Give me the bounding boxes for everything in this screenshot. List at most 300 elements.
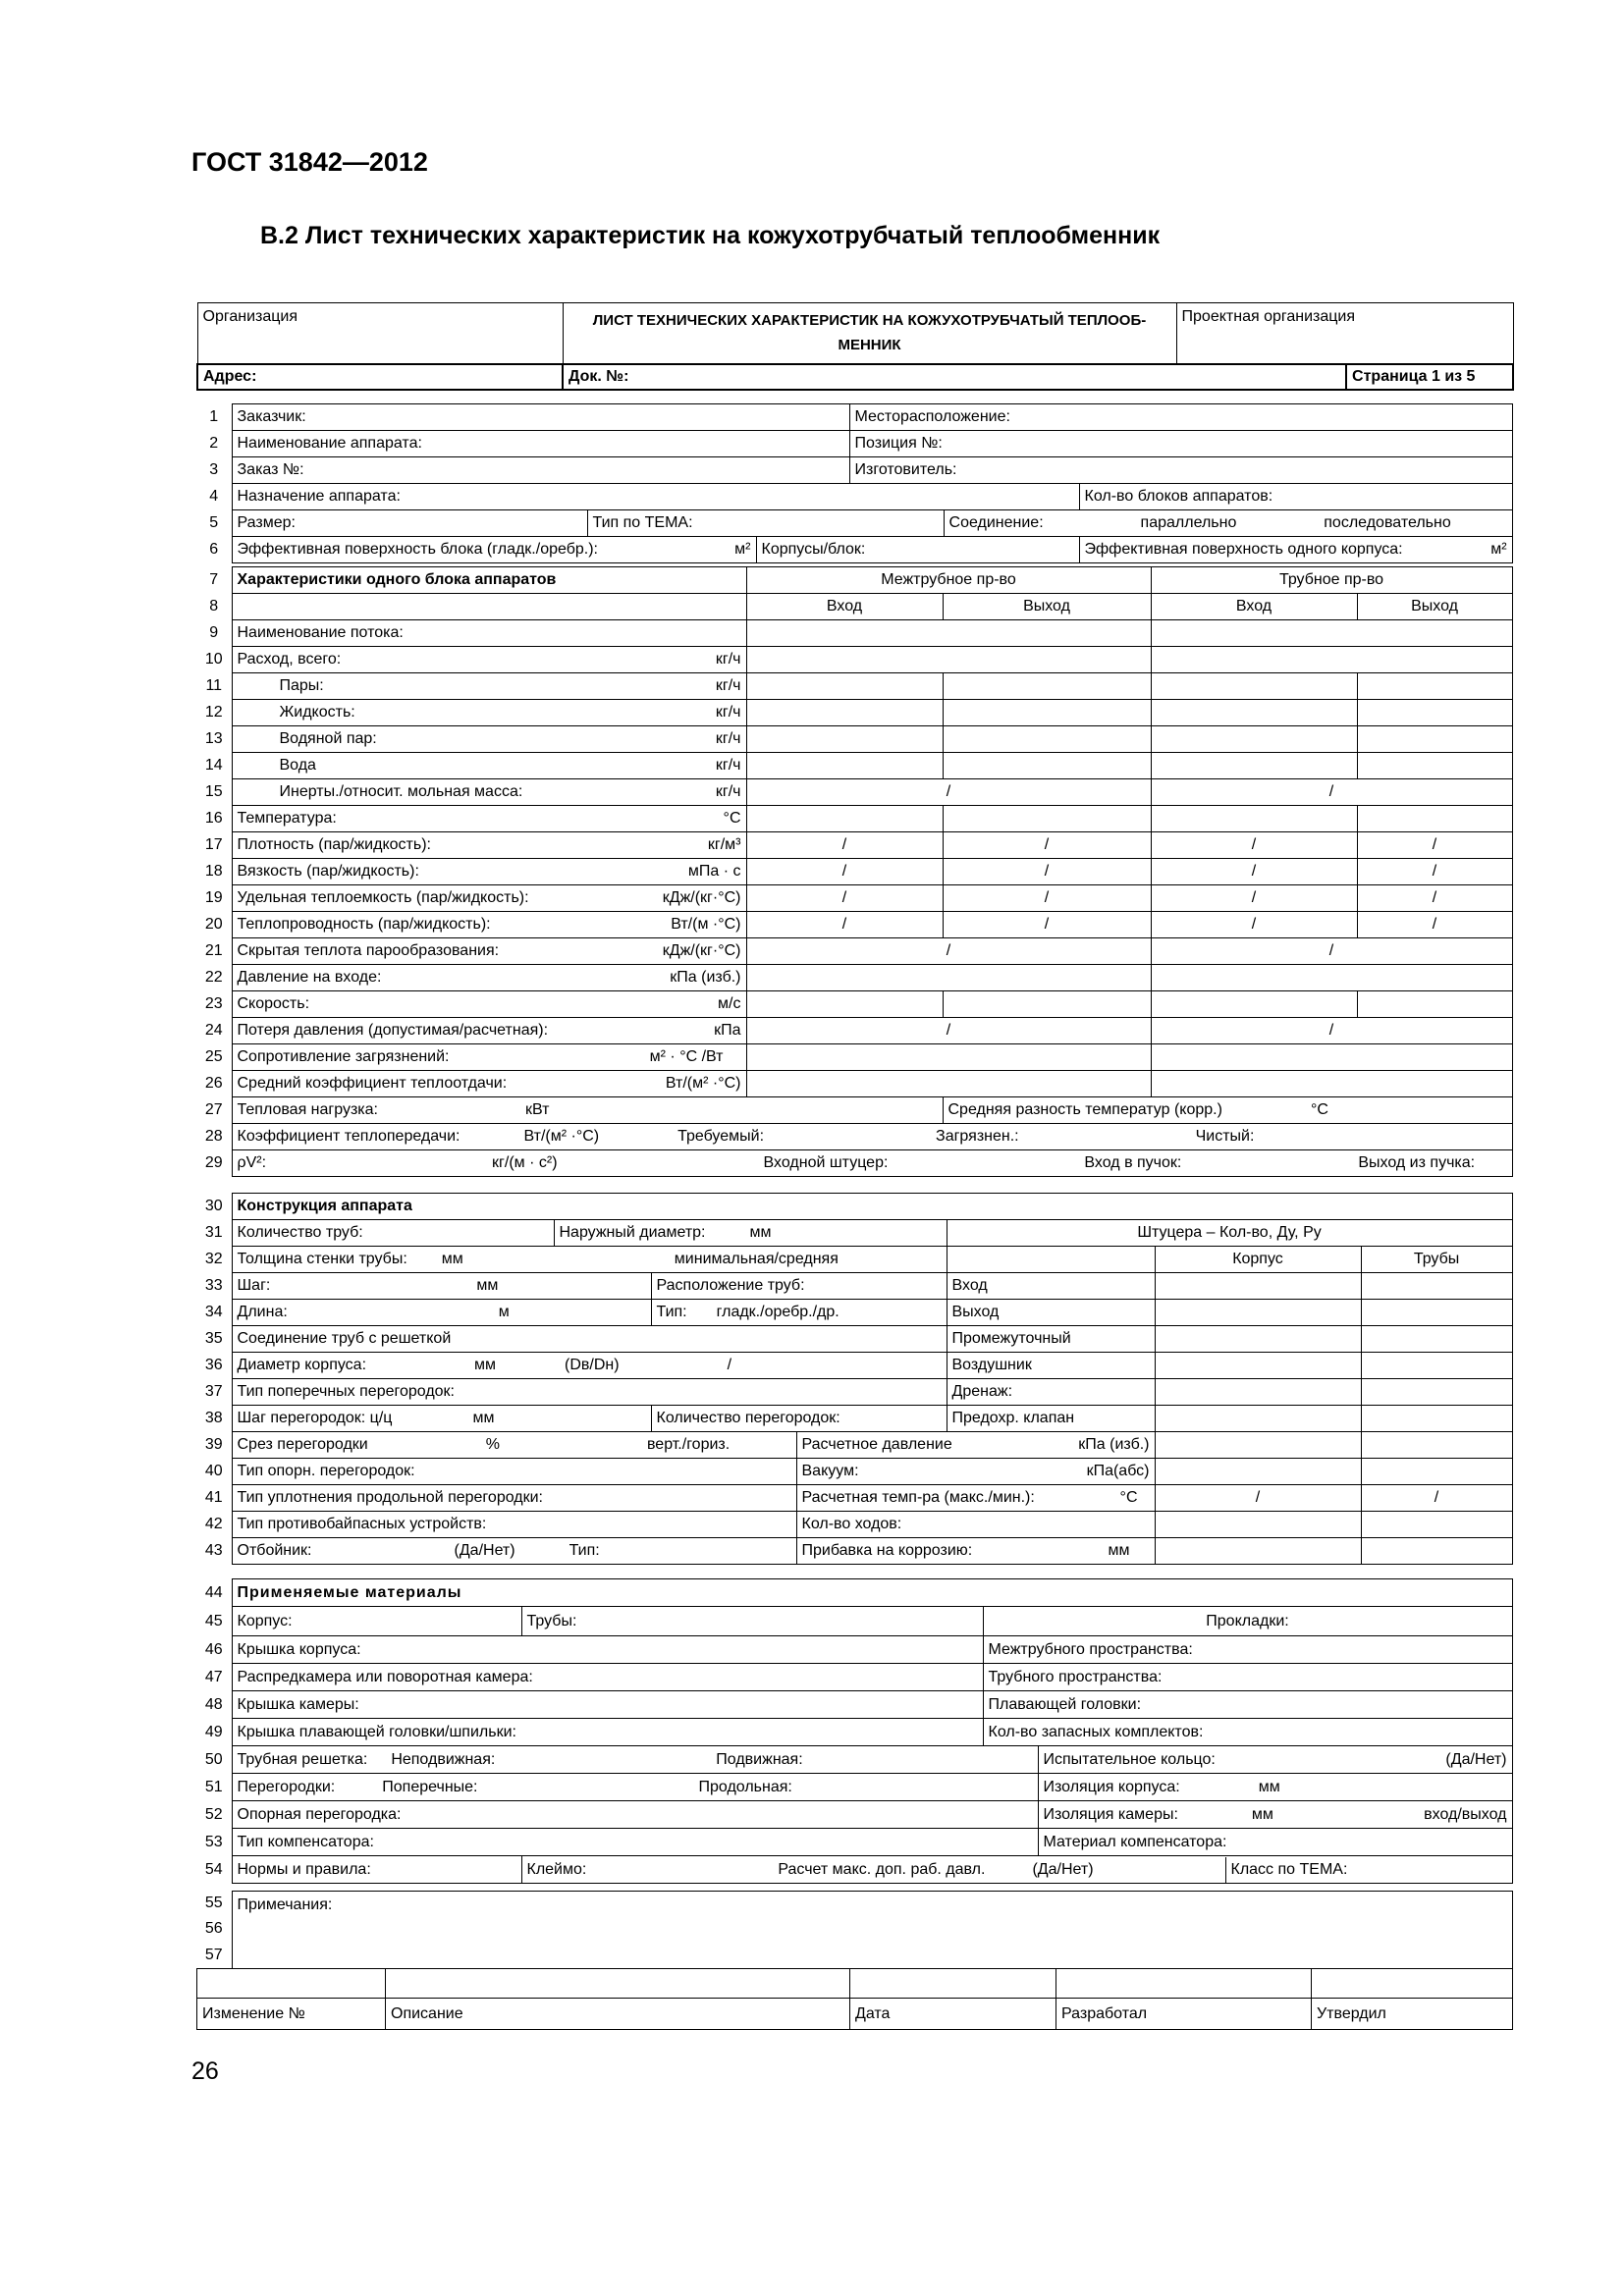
input-cell[interactable]	[746, 1044, 1151, 1071]
row-number: 42	[204, 1516, 223, 1532]
shell-side-header: Межтрубное пр-во	[746, 567, 1151, 594]
order-no-field[interactable]: Заказ №:	[232, 457, 849, 484]
label-text: Плотность (пар/жидкость):	[237, 836, 431, 853]
unit-label: м²	[734, 541, 751, 558]
tube-out-header: Выход	[1357, 594, 1512, 620]
expansion-joint-field[interactable]: Тип компенсатора:	[232, 1829, 1038, 1856]
stamp-label: Клеймо:	[526, 1860, 587, 1878]
input-cell[interactable]	[943, 673, 1151, 700]
mawp-label: Расчет макс. доп. раб. давл.	[778, 1860, 986, 1878]
length-field[interactable]	[232, 1300, 651, 1326]
row-number: 32	[204, 1251, 223, 1267]
organization-cell: Организация	[197, 303, 563, 364]
transverse-label: Поперечные:	[382, 1778, 478, 1795]
eff-surface-block-label: Эффективная поверхность блока (гладк./оребр.):	[237, 541, 598, 558]
shell-in-header: Вход	[746, 594, 943, 620]
temperature-label	[232, 806, 746, 832]
spare-sets-field[interactable]: Кол-во запасных комплектов:	[983, 1719, 1512, 1746]
input-cell[interactable]	[1155, 1353, 1361, 1379]
row-number: 11	[205, 677, 223, 694]
eff-surface-shell-field[interactable]	[1079, 537, 1512, 563]
unit-label: кг/(м · с²)	[492, 1154, 558, 1171]
input-cell[interactable]	[1151, 673, 1357, 700]
address-cell: Адрес:	[197, 364, 563, 390]
fouling-label	[232, 1044, 746, 1071]
tubes-material-field[interactable]: Трубы:	[521, 1607, 983, 1636]
outlet-label: Выход	[947, 1300, 1155, 1326]
floating-head-gasket-field[interactable]: Плавающей головки:	[983, 1691, 1512, 1719]
baffles-material-field[interactable]	[232, 1774, 1038, 1801]
unit-label: кг/ч	[715, 651, 741, 667]
input-cell[interactable]	[1361, 1379, 1512, 1406]
unit-label: кВт	[525, 1101, 550, 1118]
row-number: 43	[204, 1542, 223, 1559]
input-cell[interactable]: /	[746, 938, 1151, 965]
input-cell[interactable]	[943, 991, 1151, 1018]
label-text: Перегородки:	[237, 1778, 336, 1795]
row-number: 31	[204, 1224, 223, 1241]
label-text: Удельная теплоемкость (пар/жидкость):	[237, 889, 529, 906]
input-cell[interactable]	[1361, 1538, 1512, 1565]
blank-cell	[947, 1247, 1155, 1273]
row-number: 17	[204, 836, 223, 853]
baffle-type-field[interactable]: Тип поперечных перегородок:	[232, 1379, 947, 1406]
input-cell[interactable]	[746, 673, 943, 700]
floating-cover-field[interactable]: Крышка плавающей головки/шпильки:	[232, 1719, 983, 1746]
row-number: 5	[209, 514, 219, 531]
mtd-field[interactable]	[943, 1097, 1512, 1124]
notes-table	[196, 1891, 1513, 1969]
performance-table	[196, 566, 1513, 1177]
label-text: Тепловая нагрузка:	[237, 1101, 378, 1118]
in-out-label: вход/выход	[1424, 1805, 1507, 1823]
row-number: 35	[204, 1330, 223, 1347]
relief-valve-label: Предохр. клапан	[947, 1406, 1155, 1432]
row-number: 54	[204, 1860, 223, 1878]
label-text: Трубная решетка:	[237, 1750, 368, 1768]
unit-label: Вт/(м² ·°С)	[665, 1075, 741, 1092]
label-text: Жидкость:	[279, 704, 355, 721]
input-cell[interactable]: /	[1357, 832, 1512, 859]
tubesheet-field[interactable]	[232, 1746, 1038, 1774]
tema-class-label: Класс по TEMA:	[1230, 1860, 1348, 1878]
input-cell[interactable]	[943, 806, 1151, 832]
input-cell[interactable]	[1151, 620, 1512, 647]
unit-label: °С	[1119, 1489, 1138, 1506]
shells-per-unit-field[interactable]: Корпусы/блок:	[756, 537, 1079, 563]
baffle-pitch-field[interactable]	[232, 1406, 651, 1432]
page-header: ГОСТ 31842—2012	[191, 147, 428, 177]
conductivity-label	[232, 912, 746, 938]
input-cell[interactable]	[1151, 1044, 1512, 1071]
design-temp-field[interactable]	[796, 1485, 1155, 1512]
wall-thickness-field[interactable]	[232, 1247, 947, 1273]
label-text: Теплопроводность (пар/жидкость):	[237, 916, 491, 933]
unit-label: Вт/(м ·°С)	[671, 916, 741, 933]
section-title: В.2 Лист технических характеристик на кожухотрубчатый теплообменник	[260, 222, 1161, 249]
avg-htc-label	[232, 1071, 746, 1097]
codes-field[interactable]: Нормы и правила:	[232, 1856, 521, 1884]
shell-material-field[interactable]: Корпус:	[232, 1607, 521, 1636]
flow-total-label	[232, 647, 746, 673]
row-number: 2	[209, 435, 219, 452]
inerts-label	[232, 779, 746, 806]
input-cell[interactable]	[1361, 1300, 1512, 1326]
input-cell[interactable]	[1357, 726, 1512, 753]
row-number: 1	[209, 408, 219, 425]
units-count-field[interactable]: Кол-во блоков аппаратов:	[1079, 484, 1512, 510]
input-cell[interactable]: /	[746, 779, 1151, 806]
tema-type-field[interactable]: Тип по ТЕМА:	[587, 510, 944, 537]
slash-label: /	[727, 1357, 732, 1373]
input-cell[interactable]: /	[1151, 779, 1512, 806]
input-cell[interactable]	[386, 1969, 850, 1999]
input-cell[interactable]	[746, 647, 1151, 673]
label-text: Шаг:	[237, 1277, 271, 1294]
pitch-field[interactable]	[232, 1273, 651, 1300]
input-cell[interactable]: /	[1151, 859, 1357, 885]
unit-label: °С	[723, 810, 741, 827]
input-cell[interactable]: /	[746, 832, 943, 859]
label-text: ρV²:	[237, 1154, 267, 1171]
input-cell[interactable]: /	[746, 1018, 1151, 1044]
input-cell[interactable]: /	[1357, 912, 1512, 938]
tube-to-sheet-field[interactable]: Соединение труб с решеткой	[232, 1326, 947, 1353]
dirty-label: Загрязнен.:	[936, 1128, 1019, 1145]
row-number: 13	[204, 730, 223, 747]
yes-no-label: (Да/Нет)	[1032, 1860, 1094, 1878]
label-text: Потеря давления (допустимая/расчетная):	[237, 1022, 549, 1039]
notes-field[interactable]: Примечания:	[232, 1892, 1512, 1969]
connection-label: Соединение:	[948, 514, 1044, 531]
series-option[interactable]: последовательно	[1324, 514, 1451, 531]
row-number: 8	[209, 598, 219, 614]
channel-cover-field[interactable]: Крышка камеры:	[232, 1691, 983, 1719]
input-cell[interactable]	[1151, 726, 1357, 753]
input-cell[interactable]: /	[1357, 859, 1512, 885]
support-baffle-field[interactable]: Тип опорн. перегородок:	[232, 1459, 796, 1485]
input-cell[interactable]: /	[1151, 1018, 1512, 1044]
required-label: Требуемый:	[677, 1128, 765, 1145]
input-cell[interactable]	[943, 753, 1151, 779]
input-cell[interactable]	[1357, 753, 1512, 779]
drain-label: Дренаж:	[947, 1379, 1155, 1406]
input-cell[interactable]	[943, 700, 1151, 726]
density-label	[232, 832, 746, 859]
input-cell[interactable]	[746, 726, 943, 753]
design-org-cell: Проектная организация	[1176, 303, 1513, 364]
design-pressure-field[interactable]	[796, 1432, 1155, 1459]
row-number: 49	[204, 1723, 223, 1740]
unit-label: Вт/(м² ·°С)	[523, 1128, 600, 1145]
row-number: 14	[204, 757, 223, 774]
outer-diameter-field[interactable]	[554, 1220, 947, 1247]
row-number: 33	[204, 1277, 223, 1294]
row-number: 29	[204, 1154, 223, 1171]
input-cell[interactable]: /	[1361, 1485, 1512, 1512]
input-cell[interactable]: /	[746, 885, 943, 912]
input-cell[interactable]	[1155, 1432, 1361, 1459]
unit-label: кг/ч	[715, 704, 741, 721]
input-cell[interactable]	[1151, 647, 1512, 673]
label-text: Испытательное кольцо:	[1043, 1750, 1216, 1768]
input-cell[interactable]	[1155, 1300, 1361, 1326]
row-number: 52	[204, 1805, 223, 1823]
input-cell[interactable]	[1357, 991, 1512, 1018]
input-cell[interactable]	[746, 1071, 1151, 1097]
input-cell[interactable]	[1155, 1406, 1361, 1432]
unit-label: мм	[441, 1251, 463, 1267]
label-text: Средний коэффициент теплоотдачи:	[237, 1075, 508, 1092]
page-indicator: Страница 1 из 5	[1346, 364, 1513, 390]
input-cell[interactable]	[746, 965, 1151, 991]
input-cell[interactable]	[1357, 673, 1512, 700]
unit-label: мм	[1108, 1542, 1130, 1559]
tube-side-header: Трубное пр-во	[1151, 567, 1512, 594]
input-cell[interactable]	[1056, 1969, 1312, 1999]
input-cell[interactable]	[1361, 1432, 1512, 1459]
parallel-option[interactable]: параллельно	[1140, 514, 1237, 531]
yes-no-label: (Да/Нет)	[1445, 1750, 1507, 1768]
input-cell[interactable]	[1312, 1969, 1513, 1999]
min-avg-label: минимальная/средняя	[674, 1251, 839, 1267]
input-cell[interactable]	[1361, 1406, 1512, 1432]
label-text: Средняя разность температур (корр.)	[947, 1101, 1222, 1118]
row-number: 15	[204, 783, 223, 800]
row-number: 20	[204, 916, 223, 933]
shell-diameter-field[interactable]	[232, 1353, 947, 1379]
description-header: Описание	[386, 1999, 850, 2030]
baffle-cut-field[interactable]	[232, 1432, 796, 1459]
row-number: 23	[204, 995, 223, 1012]
input-cell[interactable]	[1155, 1538, 1361, 1565]
input-cell[interactable]	[1151, 965, 1512, 991]
nozzles-header: Штуцера – Кол-во, Ду, Ру	[947, 1220, 1512, 1247]
unit-label: кПа	[714, 1022, 741, 1039]
row-number: 4	[209, 488, 219, 505]
shell-out-header: Выход	[943, 594, 1151, 620]
label-text: Водяной пар:	[279, 730, 377, 747]
test-ring-field[interactable]	[1038, 1746, 1512, 1774]
unit-label: м	[498, 1304, 510, 1320]
row-number: 56	[204, 1920, 223, 1937]
manufacturer-field[interactable]: Изготовитель:	[849, 457, 1512, 484]
type-field[interactable]	[651, 1300, 947, 1326]
input-cell[interactable]: /	[1357, 885, 1512, 912]
input-cell[interactable]	[943, 726, 1151, 753]
input-cell[interactable]: /	[943, 859, 1151, 885]
stream-name-label: Наименование потока:	[232, 620, 746, 647]
input-cell[interactable]	[197, 1969, 386, 1999]
input-cell[interactable]	[1155, 1459, 1361, 1485]
unit-char-header: Характеристики одного блока аппаратов	[232, 567, 746, 594]
label-text: Прибавка на коррозию:	[801, 1542, 973, 1559]
support-plate-field[interactable]: Опорная перегородка:	[232, 1801, 1038, 1829]
label-text: Скрытая теплота парообразования:	[237, 942, 500, 959]
corrosion-allowance-field[interactable]	[796, 1538, 1155, 1565]
bundle-exit-label: Выход из пучка:	[1358, 1154, 1476, 1171]
unit-label: кДж/(кг·°С)	[662, 889, 741, 906]
row-number: 48	[204, 1695, 223, 1713]
row-number: 26	[204, 1075, 223, 1092]
row-number: 12	[204, 704, 223, 721]
tube-layout-field[interactable]: Расположение труб:	[651, 1273, 947, 1300]
input-cell[interactable]: /	[943, 912, 1151, 938]
eff-surface-block-field[interactable]	[232, 537, 756, 563]
row-number: 46	[204, 1640, 223, 1658]
gaskets-header: Прокладки:	[983, 1607, 1512, 1636]
label-text: Тип:	[656, 1304, 687, 1320]
input-cell[interactable]	[850, 1969, 1056, 1999]
vert-horiz-label: верт./гориз.	[646, 1436, 731, 1453]
passes-field[interactable]: Кол-во ходов:	[796, 1512, 1155, 1538]
channel-field[interactable]: Распредкамера или поворотная камера:	[232, 1664, 983, 1691]
row-number: 30	[204, 1198, 223, 1214]
size-field[interactable]: Размер:	[232, 510, 587, 537]
input-cell[interactable]	[1155, 1326, 1361, 1353]
row-number: 36	[204, 1357, 223, 1373]
materials-header: Применяемые материалы	[232, 1579, 1512, 1607]
position-field[interactable]: Позиция №:	[849, 431, 1512, 457]
approved-header: Утвердил	[1312, 1999, 1513, 2030]
unit-label: м/с	[718, 995, 741, 1012]
row-number: 6	[209, 541, 219, 558]
baffle-count-field[interactable]: Количество перегородок:	[651, 1406, 947, 1432]
connection-field[interactable]	[944, 510, 1512, 537]
long-baffle-seal-field[interactable]: Тип уплотнения продольной перегородки:	[232, 1485, 796, 1512]
input-cell[interactable]	[1361, 1353, 1512, 1379]
input-cell[interactable]: /	[746, 859, 943, 885]
input-cell[interactable]: /	[943, 832, 1151, 859]
unit-label: мм	[749, 1224, 772, 1241]
tube-nozzle-header: Трубы	[1361, 1247, 1512, 1273]
vapor-label	[232, 673, 746, 700]
label-text: Диаметр корпуса:	[237, 1357, 367, 1373]
input-cell[interactable]	[1151, 806, 1357, 832]
unit-label: мм	[1258, 1778, 1280, 1795]
construction-header: Конструкция аппарата	[232, 1194, 1512, 1220]
input-cell[interactable]	[746, 620, 1151, 647]
impingement-field[interactable]	[232, 1538, 796, 1565]
label-text: Инерты./относит. мольная масса:	[279, 783, 523, 800]
row-number: 39	[204, 1436, 223, 1453]
row-number: 18	[204, 863, 223, 880]
prepared-header: Разработал	[1056, 1999, 1312, 2030]
label-text: Шаг перегородок: ц/ц	[237, 1410, 393, 1426]
input-cell[interactable]	[1357, 700, 1512, 726]
input-cell[interactable]	[1151, 753, 1357, 779]
label-text: Вакуум:	[801, 1463, 859, 1479]
input-cell[interactable]	[1155, 1512, 1361, 1538]
htc-field[interactable]	[232, 1124, 1512, 1150]
heat-load-field[interactable]	[232, 1097, 943, 1124]
label-text: Изоляция корпуса:	[1043, 1778, 1180, 1795]
row-number: 37	[204, 1383, 223, 1400]
clean-label: Чистый:	[1195, 1128, 1255, 1145]
stationary-label: Неподвижная:	[391, 1750, 496, 1768]
input-cell[interactable]: /	[1151, 938, 1512, 965]
row-number: 28	[204, 1128, 223, 1145]
input-cell[interactable]	[1155, 1273, 1361, 1300]
longitudinal-label: Продольная:	[698, 1778, 792, 1795]
joint-material-field[interactable]: Материал компенсатора:	[1038, 1829, 1512, 1856]
steam-label	[232, 726, 746, 753]
customer-field[interactable]: Заказчик:	[232, 404, 849, 431]
channel-insulation-field[interactable]	[1038, 1801, 1512, 1829]
date-header: Дата	[850, 1999, 1056, 2030]
label-text: Скорость:	[237, 995, 310, 1012]
shell-nozzle-header: Корпус	[1155, 1247, 1361, 1273]
location-field[interactable]: Месторасположение:	[849, 404, 1512, 431]
input-cell[interactable]	[1151, 1071, 1512, 1097]
label-text: Расход, всего:	[237, 651, 342, 667]
input-cell[interactable]	[1357, 806, 1512, 832]
bundle-entry-label: Вход в пучок:	[1084, 1154, 1182, 1171]
input-cell[interactable]	[746, 991, 943, 1018]
input-cell[interactable]	[1151, 700, 1357, 726]
row-number: 24	[204, 1022, 223, 1039]
water-label	[232, 753, 746, 779]
label-text: Коэффициент теплопередачи:	[237, 1128, 460, 1145]
input-cell[interactable]	[1361, 1273, 1512, 1300]
unit-label: мм	[476, 1277, 499, 1294]
unit-label: кПа (изб.)	[1078, 1436, 1150, 1453]
input-cell[interactable]	[1361, 1459, 1512, 1485]
unit-label: кДж/(кг·°С)	[662, 942, 741, 959]
tema-class-cell[interactable]	[1225, 1857, 1512, 1883]
input-cell[interactable]: /	[1155, 1485, 1361, 1512]
input-cell[interactable]	[1151, 991, 1357, 1018]
shell-space-gasket-field[interactable]: Межтрубного пространства:	[983, 1636, 1512, 1664]
unit-label: кг/м³	[707, 836, 741, 853]
row-number: 16	[204, 810, 223, 827]
purpose-field[interactable]: Назначение аппарата:	[232, 484, 1079, 510]
bypass-devices-field[interactable]: Тип противобайпасных устройств:	[232, 1512, 796, 1538]
stamp-field[interactable]	[521, 1856, 1512, 1884]
stamp-cell	[522, 1862, 1225, 1878]
tube-in-header: Вход	[1151, 594, 1357, 620]
input-cell[interactable]: /	[1151, 912, 1357, 938]
input-cell[interactable]: /	[1151, 885, 1357, 912]
input-cell[interactable]	[746, 806, 943, 832]
shell-cover-field[interactable]: Крышка корпуса:	[232, 1636, 983, 1664]
vacuum-field[interactable]	[796, 1459, 1155, 1485]
label-text: Наружный диаметр:	[559, 1224, 706, 1241]
input-cell[interactable]: /	[746, 912, 943, 938]
label-text: Расчетное давление	[801, 1436, 952, 1453]
input-cell[interactable]	[1361, 1326, 1512, 1353]
input-cell[interactable]	[1361, 1512, 1512, 1538]
input-cell[interactable]	[1155, 1379, 1361, 1406]
type-label: Тип:	[568, 1542, 600, 1559]
apparatus-name-field[interactable]: Наименование аппарата:	[232, 431, 849, 457]
input-cell[interactable]	[746, 700, 943, 726]
shell-insulation-field[interactable]	[1038, 1774, 1512, 1801]
vent-label: Воздушник	[947, 1353, 1155, 1379]
unit-label: кг/ч	[715, 730, 741, 747]
input-cell[interactable]	[746, 753, 943, 779]
input-cell[interactable]: /	[943, 885, 1151, 912]
blank-cell	[232, 594, 746, 620]
unit-label: м² · °С /Вт	[649, 1048, 724, 1065]
rhov2-field[interactable]	[232, 1150, 1512, 1177]
inlet-label: Вход	[947, 1273, 1155, 1300]
input-cell[interactable]: /	[1151, 832, 1357, 859]
tube-count-field[interactable]: Количество труб:	[232, 1220, 554, 1247]
label-text: Срез перегородки	[237, 1436, 368, 1453]
row-number: 53	[204, 1833, 223, 1850]
tube-space-gasket-field[interactable]: Трубного пространства:	[983, 1664, 1512, 1691]
